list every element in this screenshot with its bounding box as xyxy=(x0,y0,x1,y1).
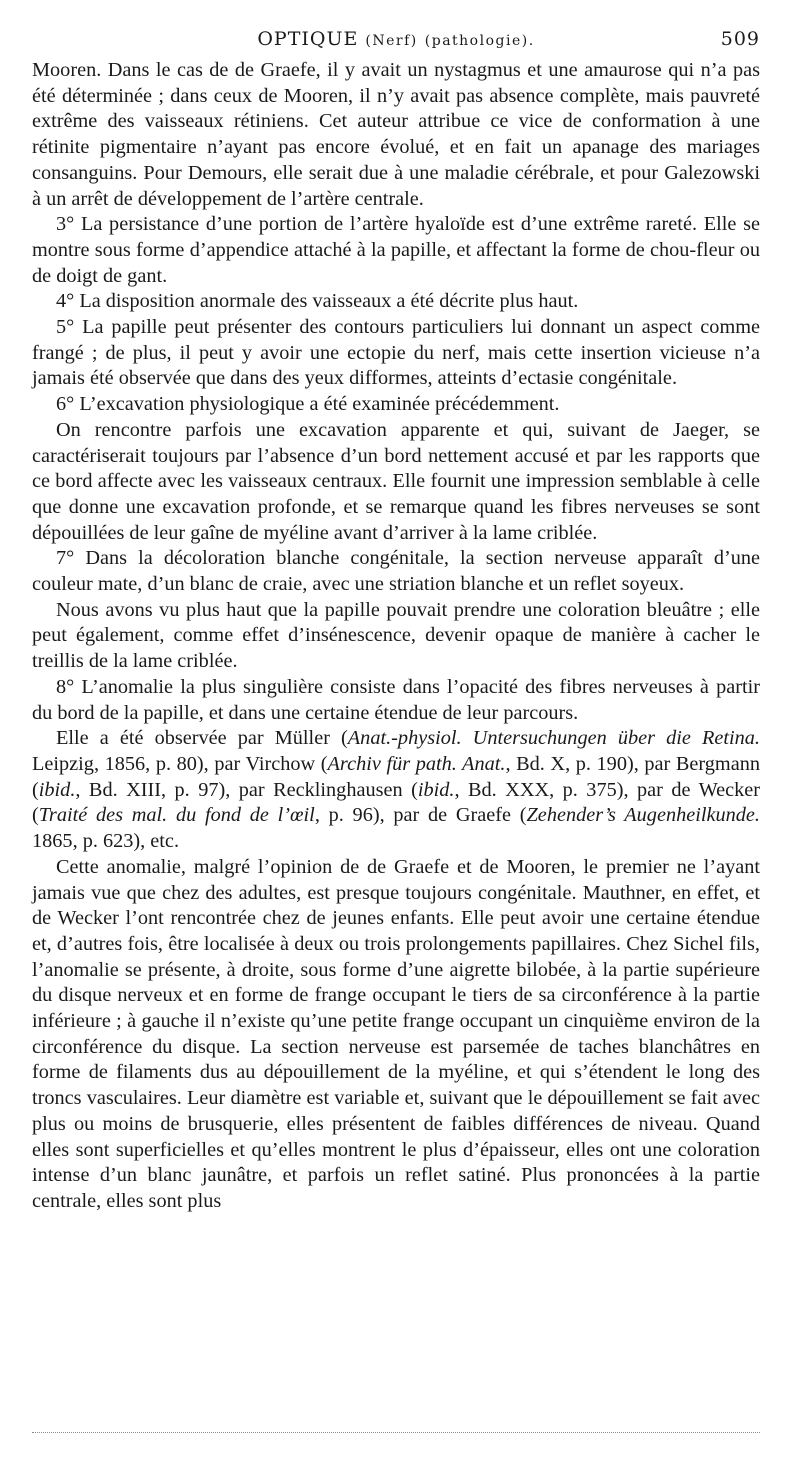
citation-title: Archiv für path. Anat. xyxy=(327,752,506,775)
paragraph-2: 3° La persistance d’une portion de l’artère hyaloïde est d’une extrême rareté. Elle se montre sous forme d’appendice attaché à la papille, et affectant la forme de chou-fleur ou de doigt de gant. xyxy=(32,213,760,287)
paragraph-4: 5° La papille peut présenter des contours particuliers lui donnant un aspect comme frangé ; de plus, il peut y avoir une ectopie du nerf, mais cette insertion vicieuse n’a jamais été observée que dans des yeux difformes, atteints d’ectasie congénitale. xyxy=(32,316,760,390)
title-main: OPTIQUE xyxy=(257,28,359,50)
paragraph-3: 4° La disposition anormale des vaisseaux a été décrite plus haut. xyxy=(56,290,579,313)
paragraph-9: 8° L’anomalie la plus singulière consiste dans l’opacité des fibres nerveuses à partir du bord de la papille, et dans une certaine étendue de leur parcours. xyxy=(32,675,760,724)
citation-title: Traité des mal. du fond de l’œil xyxy=(38,804,315,827)
citation-text: Elle a été observée par Müller ( xyxy=(56,727,348,750)
footer-dotted-rule xyxy=(32,1432,760,1433)
citation-text: , Bd. XIII, p. 97), par Recklinghausen ( xyxy=(75,778,418,801)
citation-text: , p. 96), par de Graefe ( xyxy=(314,804,527,827)
paragraph-11: Cette anomalie, malgré l’opinion de de Graefe et de Mooren, le premier ne l’ayant jamais vue que chez des adultes, est presque toujours congénitale. Mauthner, en effet, et de Wecker l’ont rencontrée chez de jeunes enfants. Elle peut avoir une certaine étendue et, d’autres fois, être localisée à deux ou trois prolongements papillaires. Chez Sichel fils, l’anomalie se présente, à droite, sous forme d’une aigrette bilobée, à la partie supérieure du disque nerveux et en forme de frange occupant le tiers de sa circonférence à la partie inférieure ; à gauche il n’existe qu’une petite frange occupant un cinquième environ de la circonférence du disque. La section nerveuse est parsemée de taches blanchâtres en forme de filaments dus au dépouillement de la myéline, et qui s’étendent le long des troncs vasculaires. Leur diamètre est variable et, suivant que le dépouillement se fait avec plus ou moins de brusquerie, elles présentent de faibles différences de niveau. Quand elles sont superficielles et qu’elles montrent le plus d’épaisseur, elles ont une coloration intense d’un blanc jaunâtre, et parfois un reflet satiné. Plus prononcées à la partie centrale, elles sont plus xyxy=(32,855,760,1212)
paragraph-6: On rencontre parfois une excavation apparente et qui, suivant de Jaeger, se caractériserait toujours par l’absence d’un bord nettement accusé et par les rapports que ce bord affecte avec les vaisseaux centraux. Elle fournit une impression semblable à celle que donne une excavation profonde, et se remarque quand les fibres nerveuses se sont dépouillées de leur gaîne de myéline avant d’arriver à la lame criblée. xyxy=(32,418,760,544)
body-text xyxy=(32,58,760,1215)
citation-text: Leipzig, 1856, p. 80), par Virchow ( xyxy=(32,752,328,775)
citation-text: , Bd. XXX, p. 375), par de Wecker ( xyxy=(32,778,760,827)
citation-title: ibid. xyxy=(417,778,455,801)
citation-title: Anat.-physiol. Untersuchungen über die Retina. xyxy=(347,727,760,750)
citation-text: , Bd. X, p. 190), par Bergmann ( xyxy=(32,752,760,801)
paragraph-5: 6° L’excavation physiologique a été examinée précédemment. xyxy=(56,393,560,416)
running-header xyxy=(32,28,760,58)
paragraph-8: Nous avons vu plus haut que la papille pouvait prendre une coloration bleuâtre ; elle peut également, comme effet d’insénescence, devenir opaque de manière à cacher le treillis de la lame criblée. xyxy=(32,598,760,673)
paragraph-1: Mooren. Dans le cas de de Graefe, il y avait un nystagmus et une amaurose qui n’a pas été déterminée ; dans ceux de Mooren, il n’y avait pas absence complète, mais pauvreté extrême des vaisseaux rétiniens. Cet auteur attribue ce vice de conformation à une rétinite pigmentaire n’ayant pas encore évolué, et en fait un apanage des mariages consanguins. Pour Demours, elle serait due à une maladie cérébrale, et pour Galezowski à un arrêt de développement de l’artère centrale. xyxy=(32,59,760,210)
page xyxy=(32,28,760,1215)
citation-title: ibid. xyxy=(38,778,76,801)
running-title xyxy=(32,28,760,50)
page-number: 509 xyxy=(720,28,760,50)
paragraph-10 xyxy=(32,726,760,855)
title-pathologie: (pathologie). xyxy=(424,33,535,49)
title-nerf: (Nerf) xyxy=(365,33,418,49)
citation-text: 1865, p. 623), etc. xyxy=(32,830,180,853)
paragraph-7: 7° Dans la décoloration blanche congénitale, la section nerveuse apparaît d’une couleur mate, d’un blanc de craie, avec une striation blanche et un reflet soyeux. xyxy=(32,547,760,596)
citation-title: Zehender’s Augenheilkunde. xyxy=(526,804,760,827)
